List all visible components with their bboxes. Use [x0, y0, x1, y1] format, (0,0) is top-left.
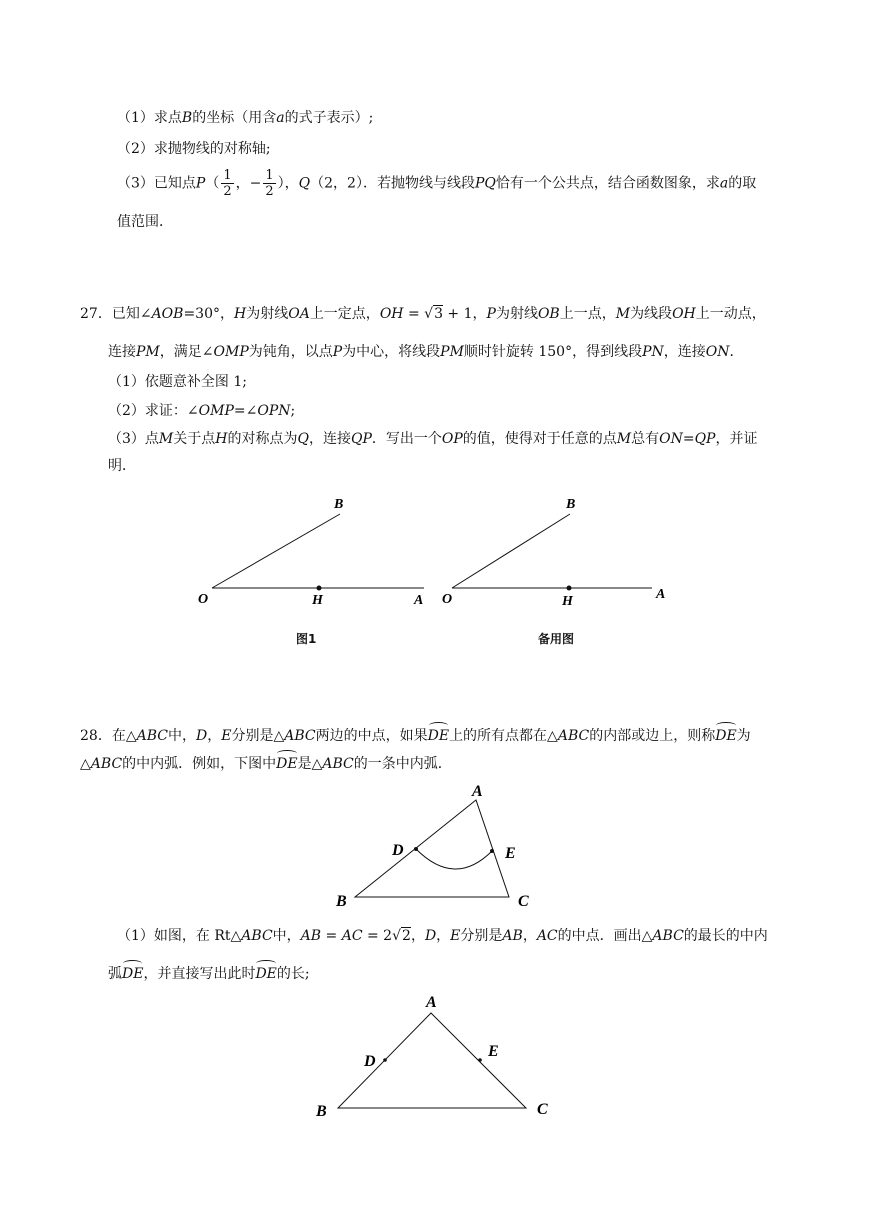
point-d — [383, 1058, 387, 1062]
text: 弧 — [108, 966, 122, 982]
var: a — [719, 175, 729, 192]
var: ABC — [652, 928, 684, 944]
text: 恰有一个公共点，结合函数图象，求 — [495, 175, 720, 192]
arc-de — [416, 849, 492, 869]
var: AOB — [151, 306, 184, 322]
label-a: A — [656, 587, 666, 602]
text: 上的所有点都在△ — [449, 728, 558, 744]
figure-1-caption: 图1 — [296, 632, 317, 646]
text: 为射线 — [246, 306, 289, 322]
text: ， — [522, 928, 537, 944]
text: = — [403, 306, 425, 322]
figure-right-triangle — [308, 988, 558, 1123]
text: ，满足∠ — [159, 344, 214, 360]
var: ABC — [557, 728, 590, 744]
label-a: A — [472, 783, 483, 800]
var: M — [615, 306, 631, 322]
p26-q3-cont — [117, 212, 173, 232]
var: OB — [537, 306, 560, 322]
text: 上一动点， — [695, 306, 766, 322]
arc-var: DE — [255, 966, 277, 982]
label-d: D — [364, 1053, 376, 1070]
var: Q — [297, 431, 309, 447]
text: ，连接 — [663, 344, 706, 360]
text: 总有 — [631, 431, 660, 447]
var: M — [158, 431, 174, 447]
var: OH — [672, 306, 696, 322]
var: P — [486, 306, 496, 322]
text: + 1， — [442, 306, 487, 322]
text: 的式子表示）; — [284, 110, 374, 126]
text: ，− — [235, 175, 262, 192]
point-h — [567, 586, 572, 591]
label-a: A — [426, 994, 437, 1011]
text: ， — [410, 928, 425, 944]
var: OA — [288, 306, 310, 322]
text: （1）求点 — [117, 110, 182, 126]
text: 为 — [736, 728, 751, 744]
var: ABC — [241, 928, 273, 944]
text: 的对称点为 — [227, 431, 298, 447]
text: = 2 — [362, 928, 393, 944]
label-e: E — [505, 845, 516, 862]
var: PM — [136, 344, 160, 360]
sqrt-radicand: 3 — [434, 306, 443, 322]
label-d: D — [392, 842, 404, 859]
figure-spare — [440, 490, 680, 615]
text: 值范围． — [117, 214, 173, 230]
var: H — [234, 306, 247, 322]
frac-num: 1 — [265, 168, 274, 183]
var: P — [195, 175, 206, 192]
p27-line2 — [108, 342, 744, 362]
label-b: B — [566, 497, 576, 512]
p28-sub1 — [117, 926, 768, 946]
text: （2，2）．若抛物线与线段 — [310, 175, 475, 192]
label-h: H — [562, 594, 573, 609]
text: 的坐标（用含 — [192, 110, 277, 126]
text: 已知∠ — [111, 306, 152, 322]
var: E — [450, 928, 461, 944]
var: AC — [536, 928, 558, 944]
text: 中， — [272, 928, 301, 944]
var: OP — [441, 431, 463, 447]
text: 中， — [167, 728, 196, 744]
text: （2）求证：∠ — [108, 403, 199, 419]
p26-q2 — [117, 139, 271, 159]
text: 为射线 — [495, 306, 538, 322]
p27-sub1 — [108, 372, 247, 392]
var: AB — [502, 928, 523, 944]
var: ON — [705, 344, 730, 360]
var: B — [181, 110, 193, 126]
arc-var: DE — [276, 756, 298, 772]
p28-line2 — [80, 754, 452, 774]
text: 关于点 — [173, 431, 216, 447]
text: 为钝角，以点 — [248, 344, 333, 360]
text: 分别是△ — [231, 728, 285, 744]
label-b: B — [336, 893, 347, 910]
text: （3）点 — [108, 431, 159, 447]
text: （2）求抛物线的对称轴; — [117, 141, 271, 157]
problem-number: 28． — [80, 728, 112, 744]
point-d — [414, 847, 418, 851]
text: 在△ — [111, 728, 137, 744]
sqrt: √3 — [424, 306, 443, 322]
label-h: H — [312, 593, 323, 608]
arc-var: DE — [122, 966, 144, 982]
var: OMP — [198, 403, 234, 419]
var: H — [215, 431, 228, 447]
sqrt: √2 — [392, 928, 411, 944]
var: AC — [341, 928, 363, 944]
text: ; — [290, 403, 296, 419]
var: OPN — [257, 403, 291, 419]
text: ．写出一个 — [371, 431, 442, 447]
arc-var: DE — [715, 728, 737, 744]
fraction — [263, 168, 275, 199]
var: PN — [642, 344, 664, 360]
label-c: C — [537, 1101, 548, 1118]
text: 顺时针旋转 150°，得到线段 — [463, 344, 643, 360]
label-c: C — [518, 893, 529, 910]
text: △ — [80, 756, 91, 772]
var: PM — [440, 344, 464, 360]
text: 的中点．画出△ — [557, 928, 653, 944]
frac-den: 2 — [265, 184, 274, 199]
var: QP — [350, 431, 372, 447]
p28-line1 — [80, 726, 751, 746]
text: 的中内弧．例如，下图中 — [122, 756, 277, 772]
frac-den: 2 — [223, 184, 232, 199]
point-h — [317, 586, 322, 591]
figure-1 — [190, 490, 440, 615]
text: 的值，使得对于任意的点 — [462, 431, 617, 447]
arc-var: DE — [427, 728, 450, 744]
p27-sub3-cont — [108, 456, 136, 476]
var: ABC — [322, 756, 354, 772]
label-o: O — [442, 592, 453, 607]
label-b: B — [316, 1103, 327, 1120]
problem-number: 27． — [80, 306, 112, 322]
var: PQ — [474, 175, 496, 192]
text: 的最长的中内 — [683, 928, 768, 944]
triangle-abc — [355, 800, 509, 897]
text: ，连接 — [308, 431, 351, 447]
p26-q3 — [117, 168, 756, 199]
text: 的内部或边上，则称 — [589, 728, 716, 744]
text: 为中心，将线段 — [342, 344, 441, 360]
text: （1）如图，在 Rt△ — [117, 928, 242, 944]
text: 是△ — [297, 756, 323, 772]
text: =30°， — [183, 306, 234, 322]
p27-line1 — [80, 304, 766, 324]
text: （1）依题意补全图 1; — [108, 374, 247, 390]
text: 明． — [108, 458, 136, 474]
text: 分别是 — [460, 928, 503, 944]
text: 上一点， — [559, 306, 616, 322]
text: 的取 — [728, 175, 757, 192]
p27-sub3 — [108, 429, 757, 449]
var: Q — [298, 175, 311, 192]
var: ABC — [284, 728, 316, 744]
text: ． — [729, 344, 744, 360]
label-o: O — [198, 592, 209, 607]
ray-ob — [452, 514, 570, 588]
sqrt-radicand: 2 — [402, 928, 411, 944]
figure-triangle-arc — [330, 778, 540, 912]
text: ，并证 — [715, 431, 758, 447]
figure-spare-caption: 备用图 — [538, 632, 575, 646]
text: =∠ — [233, 403, 258, 419]
text: 连接 — [108, 344, 136, 360]
var: ABC — [136, 728, 168, 744]
text: ， — [436, 928, 451, 944]
text: 的长; — [276, 966, 310, 982]
var: AB — [300, 928, 322, 944]
ray-ob — [212, 514, 340, 588]
var: OMP — [213, 344, 249, 360]
var: P — [332, 344, 343, 360]
p28-sub1-cont — [108, 964, 310, 984]
var: D — [424, 928, 437, 944]
label-e: E — [488, 1043, 499, 1060]
text: 的一条中内弧． — [353, 756, 452, 772]
label-a: A — [414, 593, 424, 608]
text: 为线段 — [630, 306, 673, 322]
text: 两边的中点，如果 — [315, 728, 428, 744]
text: = — [321, 928, 342, 944]
text: ，并直接写出此时 — [143, 966, 256, 982]
text: 上一定点， — [309, 306, 380, 322]
var: a — [276, 110, 285, 126]
text: （ — [205, 175, 220, 192]
var: ABC — [90, 756, 123, 772]
frac-num: 1 — [223, 168, 232, 183]
text: ）， — [277, 175, 299, 192]
label-b: B — [334, 497, 344, 512]
var: E — [221, 728, 232, 744]
var: OH — [379, 306, 404, 322]
point-e — [490, 849, 494, 853]
p26-q1 — [117, 108, 373, 128]
text: ， — [207, 728, 222, 744]
text: （3）已知点 — [117, 175, 196, 192]
var: M — [616, 431, 632, 447]
var: ON=QP — [659, 431, 716, 447]
var: D — [195, 728, 208, 744]
point-e — [478, 1058, 482, 1062]
fraction — [221, 168, 233, 199]
p27-sub2 — [108, 401, 295, 421]
